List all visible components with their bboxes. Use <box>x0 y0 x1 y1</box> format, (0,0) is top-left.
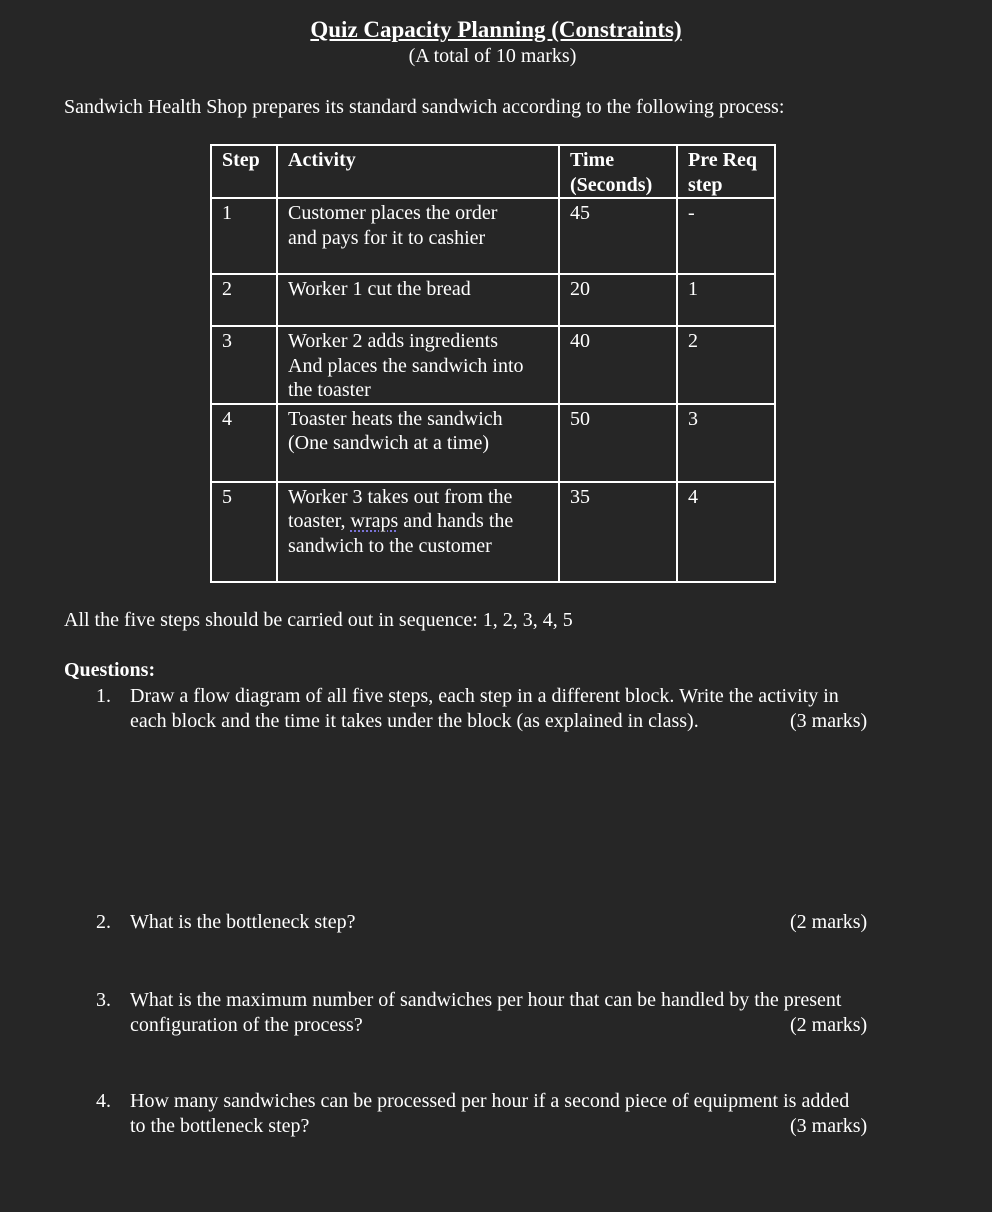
header-time-line2: (Seconds) <box>570 173 653 196</box>
activity-line: Worker 1 cut the bread <box>288 278 471 300</box>
question-text: to the bottleneck step? <box>130 1115 310 1137</box>
cell-time: 35 <box>559 482 677 582</box>
question-text: Draw a flow diagram of all five steps, each step in a different block. Write the activity in <box>130 685 839 707</box>
header-time-line1: Time <box>570 149 615 171</box>
cell-activity <box>277 482 559 582</box>
question-text: configuration of the process? <box>130 1014 363 1036</box>
table-row <box>211 274 775 326</box>
activity-line: Toaster heats the sandwich <box>288 407 503 430</box>
cell-activity <box>277 326 559 404</box>
process-table <box>210 144 776 583</box>
activity-line: (One sandwich at a time) <box>288 432 490 454</box>
activity-fragment: toaster, <box>288 510 351 532</box>
cell-step: 4 <box>211 404 277 482</box>
cell-time: 45 <box>559 198 677 274</box>
cell-step: 2 <box>211 274 277 326</box>
cell-prereq: 1 <box>677 274 775 326</box>
header-prereq-line1: Pre Req <box>688 149 758 171</box>
question-number: 3. <box>96 989 111 1011</box>
activity-fragment-wraps: wraps <box>350 510 399 532</box>
cell-step: 3 <box>211 326 277 404</box>
cell-activity <box>277 404 559 482</box>
cell-step: 1 <box>211 198 277 274</box>
question-text: What is the bottleneck step? <box>130 911 356 933</box>
question-marks: (3 marks) <box>790 1115 868 1137</box>
question-marks: (2 marks) <box>790 1014 868 1036</box>
cell-activity <box>277 198 559 274</box>
cell-prereq: 2 <box>677 326 775 404</box>
activity-line: Customer places the order <box>288 202 498 224</box>
table-row <box>211 326 775 404</box>
question-text: How many sandwiches can be processed per hour if a second piece of equipment is added <box>130 1090 850 1112</box>
table-row <box>211 198 775 274</box>
header-time <box>559 145 677 198</box>
cell-prereq: - <box>677 198 775 274</box>
header-prereq <box>677 145 775 198</box>
cell-step: 5 <box>211 482 277 582</box>
cell-prereq: 4 <box>677 482 775 582</box>
activity-line: the toaster <box>288 379 371 401</box>
sequence-note: All the five steps should be carried out in sequence: 1, 2, 3, 4, 5 <box>64 609 573 631</box>
question-marks: (2 marks) <box>790 911 868 933</box>
activity-line: And places the sandwich into <box>288 354 524 377</box>
header-prereq-line2: step <box>688 173 723 196</box>
cell-time: 20 <box>559 274 677 326</box>
cell-activity <box>277 274 559 326</box>
questions-heading: Questions: <box>64 659 156 681</box>
question-number: 1. <box>96 685 111 707</box>
activity-line: sandwich to the customer <box>288 534 492 557</box>
activity-line: and pays for it to cashier <box>288 226 486 249</box>
header-activity: Activity <box>277 145 559 198</box>
question-text: each block and the time it takes under the block (as explained in class). <box>130 710 699 732</box>
cell-time: 40 <box>559 326 677 404</box>
question-marks: (3 marks) <box>790 710 868 732</box>
cell-time: 50 <box>559 404 677 482</box>
intro-text: Sandwich Health Shop prepares its standard sandwich according to the following process: <box>64 96 785 118</box>
cell-prereq: 3 <box>677 404 775 482</box>
question-text: What is the maximum number of sandwiches per hour that can be handled by the present <box>130 989 842 1011</box>
header-step: Step <box>211 145 277 198</box>
question-number: 2. <box>96 911 111 933</box>
activity-line <box>288 509 548 534</box>
table-row <box>211 482 775 582</box>
page-subtitle: (A total of 10 marks) <box>408 45 577 67</box>
table-header-row <box>211 145 775 198</box>
activity-fragment: and hands the <box>398 510 514 532</box>
activity-line: Worker 2 adds ingredients <box>288 330 498 352</box>
question-number: 4. <box>96 1090 111 1112</box>
table-row <box>211 404 775 482</box>
activity-line: Worker 3 takes out from the <box>288 485 513 508</box>
page-title: Quiz Capacity Planning (Constraints) <box>310 17 682 42</box>
